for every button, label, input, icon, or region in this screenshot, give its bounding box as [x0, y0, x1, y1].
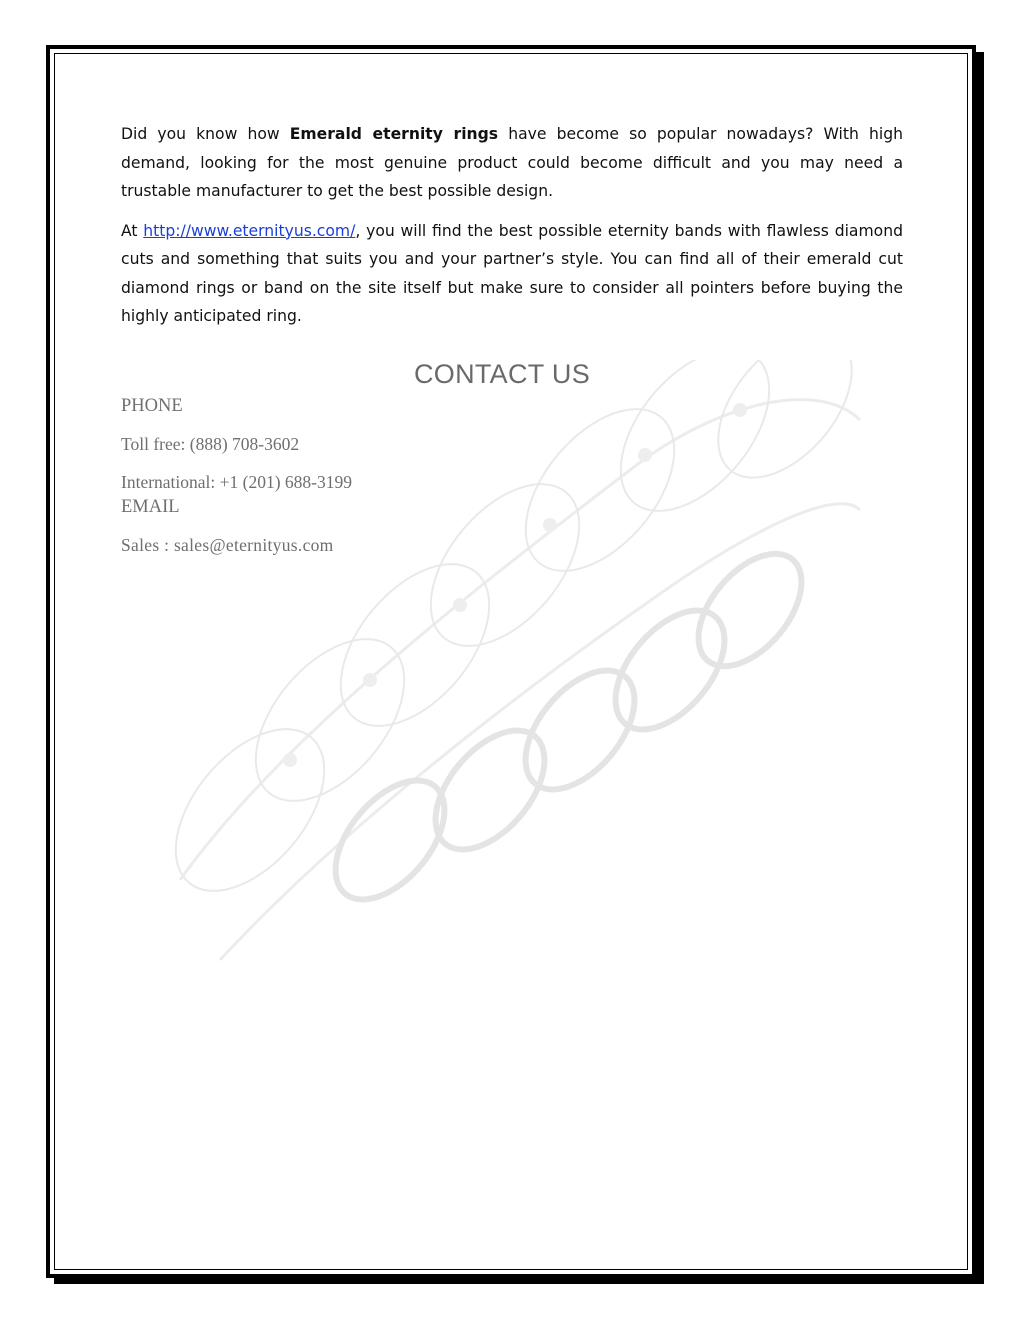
eternityus-link[interactable]: http://www.eternityus.com/: [143, 221, 356, 240]
intro-paragraph: [121, 120, 903, 206]
article-body: [121, 120, 903, 342]
phone-heading: PHONE: [121, 396, 183, 416]
intro-text-end: have become so popular nowadays? With high demand, looking for the most genuine product could become difficult and you may need a trustable manufacturer to get the best possible design.: [121, 125, 903, 200]
website-paragraph: [121, 217, 903, 331]
toll-free-number: Toll free: (888) 708-3602: [121, 434, 300, 454]
sales-email: Sales : sales@eternityus.com: [121, 535, 334, 555]
website-text-start: At: [121, 221, 144, 240]
contact-us-heading: CONTACT US: [414, 359, 591, 389]
international-number: International: +1 (201) 688-3199: [121, 472, 352, 492]
intro-text-start: Did you know how: [121, 125, 290, 143]
website-text-end: , you will find the best possible eternity bands with flawless diamond cuts and something that suits you and your partner’s style. You can find all of their emerald cut diamond rings or band on the site itself but make sure to consider all pointers before buying the highly anticipated ring.: [121, 221, 903, 325]
ring-watermark-image: [160, 360, 880, 1000]
email-heading: EMAIL: [121, 497, 180, 517]
emerald-eternity-rings-bold: Emerald eternity rings: [289, 125, 499, 143]
